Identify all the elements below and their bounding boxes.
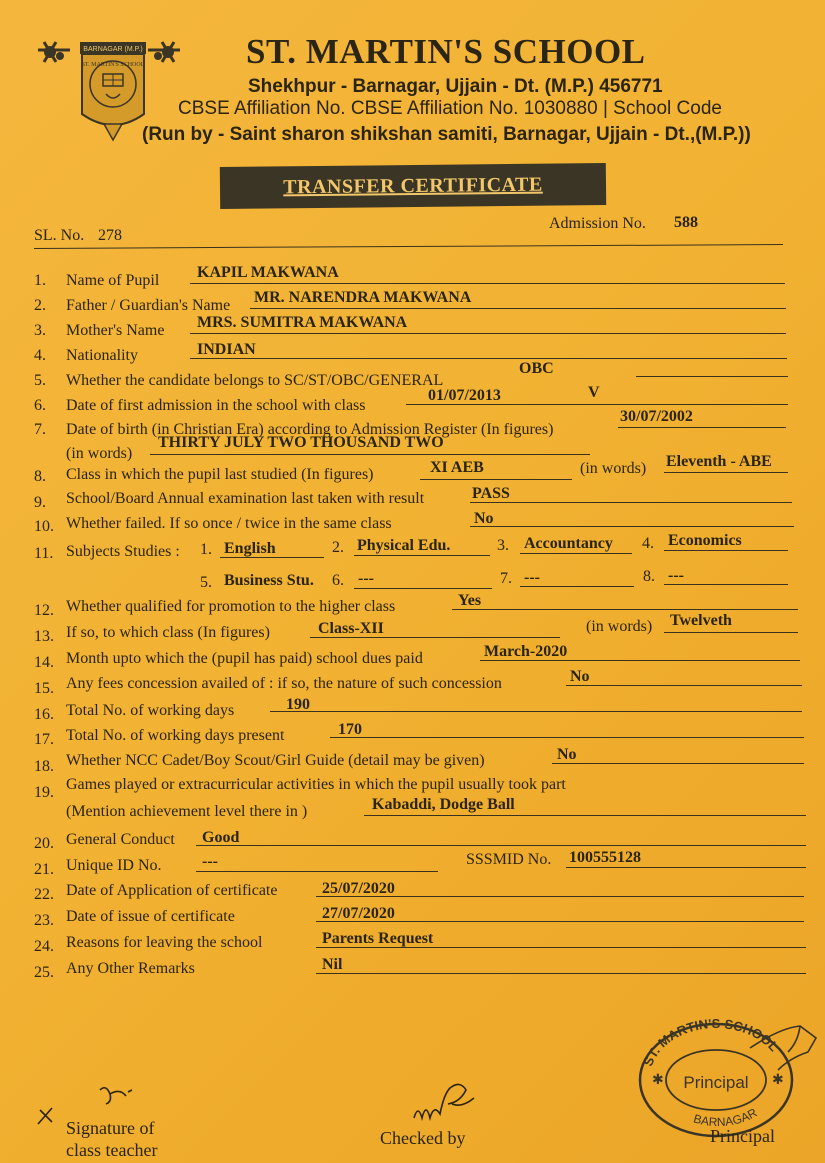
fill-line — [406, 404, 788, 405]
school-affiliation: CBSE Affiliation No. CBSE Affiliation No. 1030880 | School Code — [178, 98, 722, 119]
first-admission-label: Date of first admission in the school with class — [66, 397, 366, 414]
field-number: 14. — [34, 654, 54, 671]
subject-5: Business Stu. — [224, 572, 314, 589]
fill-line — [664, 472, 788, 473]
conduct-label: General Conduct — [66, 831, 175, 848]
stamp-top-text: ST. MARTIN'S SCHOOL — [640, 1015, 782, 1069]
fees-concession-value: No — [570, 668, 590, 685]
subject-number: 1. — [200, 541, 212, 558]
field-number: 20. — [34, 835, 54, 852]
checker-signature — [400, 1074, 490, 1130]
teacher-signature-line1: Signature of — [66, 1118, 155, 1138]
last-class-label: Class in which the pupil last studied (In figures) — [66, 466, 374, 483]
fill-line — [470, 502, 792, 503]
subjects-label: Subjects Studies : — [66, 543, 180, 560]
next-class-words-value: Twelveth — [670, 612, 732, 629]
fill-line — [330, 737, 804, 738]
issue-date-value: 27/07/2020 — [322, 905, 395, 922]
fill-line — [520, 553, 632, 554]
subject-1: English — [224, 540, 276, 557]
father-name-value: MR. NARENDRA MAKWANA — [254, 289, 472, 306]
working-days-label: Total No. of working days — [66, 702, 235, 719]
activities-label-2: (Mention achievement level there in ) — [66, 803, 308, 820]
header-rule — [34, 244, 783, 249]
last-class-figures: XI AEB — [430, 459, 484, 476]
field-number: 23. — [34, 912, 54, 929]
ncc-label: Whether NCC Cadet/Boy Scout/Girl Guide (detail may be given) — [66, 752, 485, 769]
fill-line — [316, 896, 804, 897]
fill-line — [150, 454, 590, 455]
fill-line — [250, 308, 786, 309]
fill-line — [316, 973, 806, 974]
fill-line — [566, 685, 802, 686]
subject-number: 6. — [332, 572, 344, 589]
field-number: 4. — [34, 347, 46, 364]
principal-label: Principal — [710, 1126, 775, 1146]
mother-name-label: Mother's Name — [66, 322, 165, 339]
dues-paid-value: March-2020 — [484, 643, 568, 660]
title-banner — [220, 163, 606, 209]
fill-line — [552, 763, 804, 764]
subject-number: 5. — [200, 574, 212, 591]
sssmid-value: 100555128 — [569, 849, 641, 866]
fill-line — [316, 947, 806, 948]
father-name-label: Father / Guardian's Name — [66, 297, 231, 314]
star-icon: ✱ — [772, 1073, 784, 1088]
unique-id-value: --- — [202, 853, 218, 870]
fill-line — [316, 921, 804, 922]
fill-line — [354, 588, 492, 589]
field-number: 1. — [34, 272, 46, 289]
next-class-words-label: (in words) — [586, 618, 653, 635]
exam-result-value: PASS — [472, 485, 510, 502]
field-number: 13. — [34, 628, 54, 645]
subject-8: --- — [668, 567, 684, 584]
checked-by-label: Checked by — [380, 1128, 466, 1148]
leaving-reason-value: Parents Request — [322, 930, 434, 947]
sl-no-label: SL. No. — [34, 227, 85, 244]
activities-value: Kabaddi, Dodge Ball — [372, 796, 515, 813]
field-number: 8. — [34, 468, 46, 485]
promotion-label: Whether qualified for promotion to the higher class — [66, 598, 396, 615]
stamp-mid-text: Principal — [683, 1073, 749, 1092]
subject-2: Physical Edu. — [357, 537, 451, 554]
star-icon: ✱ — [652, 1073, 664, 1088]
field-number: 11. — [34, 545, 54, 562]
subject-3: Accountancy — [524, 535, 613, 552]
activities-label: Games played or extracurricular activities in which the pupil usually took part — [66, 776, 566, 793]
dob-label: Date of birth (in Christian Era) according to Admission Register (In figures) — [66, 421, 554, 438]
school-name: ST. MARTIN'S SCHOOL — [246, 32, 646, 71]
ncc-value: No — [557, 746, 577, 763]
certificate-title: TRANSFER CERTIFICATE — [283, 173, 543, 198]
first-admission-class: V — [588, 384, 600, 401]
dob-words-label: (in words) — [66, 445, 133, 462]
field-number: 2. — [34, 297, 46, 314]
name-of-pupil-label: Name of Pupil — [66, 272, 160, 289]
promotion-value: Yes — [458, 592, 482, 609]
dob-figures: 30/07/2002 — [620, 408, 693, 425]
fill-line — [480, 660, 800, 661]
first-admission-date: 01/07/2013 — [428, 387, 501, 404]
field-number: 5. — [34, 372, 46, 389]
admission-no-label: Admission No. — [549, 215, 646, 232]
fill-line — [354, 555, 490, 556]
leaving-reason-label: Reasons for leaving the school — [66, 934, 263, 951]
category-value: OBC — [519, 360, 554, 377]
failed-label: Whether failed. If so once / twice in the same class — [66, 515, 392, 532]
field-number: 7. — [34, 421, 46, 438]
field-number: 12. — [34, 602, 54, 619]
fill-line — [270, 711, 802, 712]
failed-value: No — [474, 510, 494, 527]
fill-line — [618, 427, 786, 428]
name-of-pupil-value: KAPIL MAKWANA — [197, 264, 339, 281]
subject-number: 2. — [332, 539, 344, 556]
issue-date-label: Date of issue of certificate — [66, 908, 235, 925]
subject-number: 7. — [500, 570, 512, 587]
subject-number: 3. — [497, 537, 509, 554]
stamp-bottom-text: BARNAGAR — [691, 1105, 760, 1130]
days-present-label: Total No. of working days present — [66, 727, 285, 744]
field-number: 6. — [34, 397, 46, 414]
subject-number: 4. — [642, 535, 654, 552]
sssmid-label: SSSMID No. — [466, 851, 552, 868]
fill-line — [190, 283, 785, 284]
unique-id-label: Unique ID No. — [66, 857, 162, 874]
fill-line — [220, 557, 324, 558]
dues-paid-label: Month upto which the (pupil has paid) school dues paid — [66, 650, 423, 667]
fill-line — [452, 609, 798, 610]
fill-line — [520, 586, 634, 587]
fill-line — [420, 479, 572, 480]
fill-line — [664, 550, 788, 551]
field-number: 18. — [34, 758, 54, 775]
remarks-label: Any Other Remarks — [66, 960, 195, 977]
dob-words-value: THIRTY JULY TWO THOUSAND TWO — [158, 434, 444, 451]
subject-6: --- — [358, 570, 374, 587]
sl-no-value: 278 — [98, 227, 122, 244]
school-address: Shekhpur - Barnagar, Ujjain - Dt. (M.P.) 456771 — [248, 76, 663, 97]
last-class-words-label: (in words) — [580, 460, 647, 477]
logo-ring-text: ST. MARTIN'S SCHOOL — [81, 62, 145, 68]
field-number: 22. — [34, 886, 54, 903]
conduct-value: Good — [202, 829, 240, 846]
fill-line — [664, 632, 798, 633]
school-run-by: (Run by - Saint sharon shikshan samiti, Barnagar, Ujjain - Dt.,(M.P.)) — [142, 124, 751, 145]
field-number: 10. — [34, 518, 54, 535]
subject-7: --- — [524, 569, 540, 586]
fees-concession-label: Any fees concession availed of : if so, the nature of such concession — [66, 675, 502, 692]
exam-result-label: School/Board Annual examination last taken with result — [66, 490, 425, 507]
field-number: 17. — [34, 731, 54, 748]
field-number: 21. — [34, 861, 54, 878]
remarks-value: Nil — [322, 956, 343, 973]
application-date-label: Date of Application of certificate — [66, 882, 278, 899]
fill-line — [470, 526, 794, 527]
nationality-label: Nationality — [66, 347, 138, 364]
fill-line — [190, 358, 787, 359]
category-label: Whether the candidate belongs to SC/ST/OBC/GENERAL — [66, 372, 444, 389]
field-number: 3. — [34, 322, 46, 339]
fill-line — [196, 871, 438, 872]
fill-line — [190, 333, 786, 334]
field-number: 15. — [34, 680, 54, 697]
field-number: 9. — [34, 494, 46, 511]
admission-no-value: 588 — [674, 214, 698, 231]
nationality-value: INDIAN — [197, 341, 256, 358]
subject-4: Economics — [668, 532, 742, 549]
principal-stamp — [630, 1008, 822, 1138]
fill-line — [566, 867, 806, 868]
logo-banner-text: BARNAGAR (M.P.) — [83, 46, 143, 53]
fill-line — [636, 376, 788, 377]
fill-line — [664, 584, 788, 585]
fill-line — [364, 815, 806, 816]
last-class-words-value: Eleventh - ABE — [666, 453, 772, 470]
field-number: 25. — [34, 964, 54, 981]
fill-line — [310, 637, 560, 638]
working-days-value: 190 — [286, 696, 310, 713]
teacher-signature-line2: class teacher — [66, 1140, 158, 1160]
field-number: 19. — [34, 784, 54, 801]
field-number: 24. — [34, 938, 54, 955]
field-number: 16. — [34, 706, 54, 723]
application-date-value: 25/07/2020 — [322, 880, 395, 897]
mother-name-value: MRS. SUMITRA MAKWANA — [197, 314, 408, 331]
next-class-label: If so, to which class (In figures) — [66, 624, 270, 641]
fill-line — [196, 845, 806, 846]
subject-number: 8. — [643, 568, 655, 585]
next-class-figures: Class-XII — [318, 620, 384, 637]
days-present-value: 170 — [338, 721, 362, 738]
